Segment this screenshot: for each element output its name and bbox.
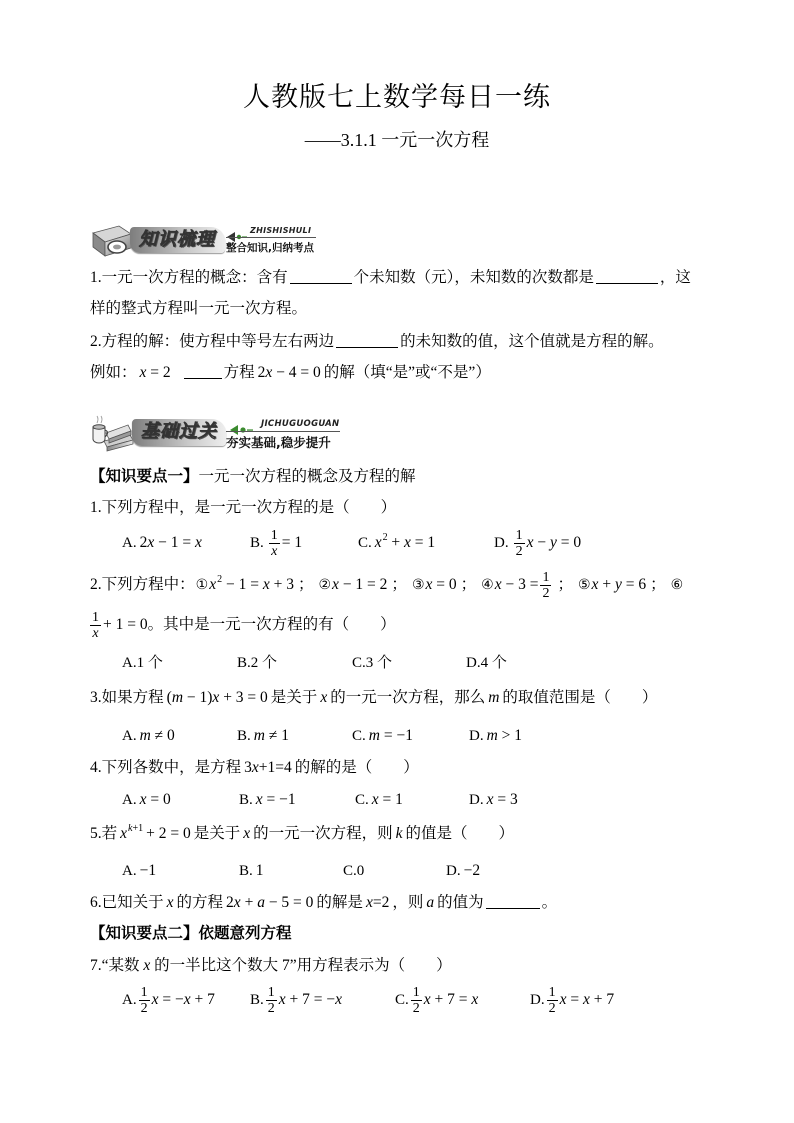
question-text: 的一半比这个数大 7”用方程表示为（ ） <box>150 957 452 974</box>
math-variable: x <box>183 991 191 1008</box>
question-5-stem <box>90 822 514 846</box>
section-header-point2 <box>90 922 292 946</box>
equation: x = 0 <box>425 576 457 593</box>
option-label: D. <box>446 863 461 879</box>
section-label: 【知识要点二】 <box>90 925 199 942</box>
math-variable: m <box>253 727 265 744</box>
fraction-denominator <box>269 543 280 559</box>
math-variable: x <box>404 534 411 551</box>
question-text: 的值为 <box>437 894 484 911</box>
option-label: B. <box>250 535 264 551</box>
math-variable: x <box>262 576 270 593</box>
q4-option-d <box>469 788 518 812</box>
math-variable: x <box>332 576 339 593</box>
question-text: 3.如果方程 <box>90 689 164 706</box>
math-variable: x <box>271 544 278 560</box>
math-variable: x <box>526 534 534 551</box>
fraction <box>540 570 551 601</box>
question-text: ，则 <box>392 894 424 911</box>
fraction <box>139 985 150 1016</box>
question-4-options <box>0 788 794 812</box>
question-6-stem <box>90 891 557 915</box>
q3-option-a <box>122 724 175 748</box>
question-text: 的取值范围是（ ） <box>502 689 658 706</box>
banner-pinyin: ZHISHISHULI <box>250 226 312 235</box>
math-variable: y <box>549 534 557 551</box>
option-label: D. <box>469 728 484 744</box>
question-7-stem <box>90 954 452 978</box>
banner-pinyin: JICHUGUOGUAN <box>261 419 340 429</box>
question-text: 的一元一次方程，那么 <box>330 689 486 706</box>
books-icon <box>90 222 134 260</box>
math-variable: x <box>243 825 251 842</box>
banner-title: 基础过关 <box>141 421 217 442</box>
equation-root: x=2 <box>365 894 390 911</box>
math-variable: x <box>320 689 328 706</box>
banner-rule <box>226 237 316 238</box>
question-text: 5.若 <box>90 825 118 842</box>
math-variable: k <box>395 825 403 842</box>
banner-tab <box>132 419 226 446</box>
equation: (m − 1)x + 3 = 0 <box>166 689 268 706</box>
cup-books-icon <box>90 413 134 453</box>
math-variable: x <box>139 364 147 381</box>
example-label: 例如： <box>90 364 137 381</box>
example-value: x = 2 <box>139 364 171 381</box>
math-variable: x <box>335 991 343 1008</box>
concept-text: 样的整式方程叫一元一次方程。 <box>90 300 308 317</box>
question-text: 的值是（ ） <box>405 825 515 842</box>
q2-option-c: C.3 个 <box>352 655 393 671</box>
question-text: 7.“某数 <box>90 957 144 974</box>
option-expression: + x = 1 <box>391 534 436 551</box>
fraction-numerator: 1 <box>542 569 550 585</box>
question-1-stem <box>90 496 396 520</box>
math-variable: x <box>212 689 220 706</box>
question-text: 的解的是（ ） <box>294 759 419 776</box>
separator: ； <box>460 576 477 593</box>
option-label: B. <box>239 863 253 879</box>
banner-tab <box>130 227 225 253</box>
banner-slogan: 整合知识,归纳考点 <box>226 242 314 254</box>
circled-number: ④ <box>481 577 494 593</box>
q2-option-d: D.4 个 <box>466 655 507 671</box>
equation: + 2 = 0 <box>146 825 191 842</box>
q5-option-d <box>446 859 480 883</box>
math-variable: m <box>139 727 151 744</box>
circled-number: ② <box>318 577 332 593</box>
fraction-numerator: 1 <box>140 985 148 1001</box>
arrow-left-icon <box>230 425 254 435</box>
fraction-denominator: 2 <box>412 1001 420 1017</box>
math-variable: x <box>139 791 147 808</box>
question-5-options <box>0 859 794 883</box>
question-1-options <box>0 528 794 560</box>
fraction-numerator: 1 <box>267 985 275 1001</box>
answer-blank <box>336 346 398 348</box>
q2-option-b: B.2 个 <box>237 655 278 671</box>
variable <box>426 894 434 911</box>
equation: 3x+1=4 <box>244 759 292 776</box>
circled-number: ⑥ <box>670 577 684 593</box>
q7-option-c <box>395 985 479 1017</box>
q1-option-b <box>250 528 303 560</box>
option-expression: x = −x + 7 <box>151 991 215 1008</box>
q5-option-c <box>343 859 364 883</box>
option-label: C. <box>358 535 372 551</box>
fraction-numerator: 1 <box>548 985 556 1001</box>
math-variable: m <box>486 727 498 744</box>
q3-option-c <box>352 724 413 748</box>
q1-option-c <box>358 531 435 555</box>
math-variable: x <box>559 991 567 1008</box>
q1-option-a <box>122 531 202 555</box>
option-label: A. <box>122 535 137 551</box>
math-variable: x <box>486 791 494 808</box>
q1-option-d <box>494 528 582 560</box>
review-concept-line-continued <box>90 297 307 321</box>
question-2-stem <box>90 569 684 601</box>
fraction <box>90 610 101 641</box>
math-variable: x <box>233 894 241 911</box>
circled-number: ③ <box>411 577 425 593</box>
math-variable: x <box>92 625 99 641</box>
fraction-numerator: 1 <box>412 985 420 1001</box>
question-text: 。其中是一元一次方程的有（ ） <box>147 616 396 633</box>
equation: + 1 = 0 <box>103 616 148 633</box>
math-variable: x <box>494 576 502 593</box>
answer-blank <box>596 282 658 284</box>
equation: x − 1 = 2 <box>332 576 388 593</box>
answer-blank <box>290 282 352 284</box>
question-text: 6.已知关于 <box>90 894 164 911</box>
q4-option-a <box>122 788 171 812</box>
question-text: 4.下列各数中，是方程 <box>90 759 242 776</box>
variable <box>396 825 403 842</box>
option-expression: x = 3 <box>486 791 518 808</box>
math-variable: x <box>365 894 373 911</box>
exponent: 2 <box>217 574 223 585</box>
option-expression: = 1 <box>281 534 303 551</box>
option-expression: m = −1 <box>368 727 413 744</box>
option-label: A. <box>122 863 137 879</box>
banner-slogan: 夯实基础,稳步提升 <box>226 435 331 450</box>
question-text: 的解是 <box>316 894 363 911</box>
q7-option-a <box>122 985 215 1017</box>
q5-option-a <box>122 859 156 883</box>
option-expression: x = x + 7 <box>559 991 615 1008</box>
option-label: A. <box>122 792 137 808</box>
math-variable: x <box>194 534 202 551</box>
fraction <box>266 985 277 1016</box>
math-variable: x <box>425 576 433 593</box>
option-label: D. <box>530 992 545 1008</box>
option-label: A. <box>122 992 137 1008</box>
review-solution-line <box>90 330 664 354</box>
review-section-banner <box>90 222 320 260</box>
page-title: 人教版七上数学每日一练 <box>243 82 551 112</box>
option-expression: 1 <box>255 862 264 879</box>
question-7-options <box>0 985 794 1017</box>
math-variable: x <box>265 364 273 381</box>
option-expression <box>375 534 382 551</box>
option-expression: m > 1 <box>486 727 523 744</box>
concept-text: ，这 <box>659 269 691 286</box>
fraction <box>514 528 525 559</box>
question-3-options <box>0 724 794 748</box>
option-label: D. <box>494 535 509 551</box>
concept-text: 个未知数（元），未知数的次数都是 <box>353 269 594 286</box>
math-variable: x <box>166 894 174 911</box>
fraction <box>411 985 422 1016</box>
q4-option-c <box>355 788 403 812</box>
fraction-denominator: 2 <box>140 1001 148 1017</box>
option-label: B. <box>237 728 251 744</box>
fraction-denominator: 2 <box>542 585 550 601</box>
section-title: 一元一次方程的概念及方程的解 <box>198 468 416 485</box>
fraction <box>269 528 280 559</box>
option-label: B. <box>239 792 253 808</box>
option-expression: x + 7 = x <box>423 991 479 1008</box>
option-expression: 2x − 1 = x <box>139 534 202 551</box>
math-variable: x <box>582 991 590 1008</box>
fraction-numerator: 1 <box>270 528 278 544</box>
example-text: 方程 <box>223 364 255 381</box>
exponent: k+1 <box>128 823 144 834</box>
exponent: 2 <box>382 532 388 543</box>
math-variable: x <box>278 991 286 1008</box>
fraction-denominator: 2 <box>548 1001 556 1017</box>
option-label: C. <box>355 792 369 808</box>
option-expression: m ≠ 0 <box>139 727 175 744</box>
solution-text: 的未知数的值，这个值就是方程的解。 <box>400 333 664 350</box>
question-text: 是关于 <box>270 689 318 706</box>
q3-option-b <box>237 724 289 748</box>
option-label: A. <box>122 728 137 744</box>
question-3-stem <box>90 686 657 710</box>
variable <box>243 825 250 842</box>
math-variable: x <box>209 576 217 593</box>
answer-blank <box>486 907 540 909</box>
math-variable: x <box>147 534 155 551</box>
math-variable: x <box>423 991 431 1008</box>
math-variable: m <box>368 727 380 744</box>
q7-option-d <box>530 985 615 1017</box>
equation: − 1 = x + 3 <box>225 576 294 593</box>
option-expression: x + 7 = −x <box>278 991 343 1008</box>
variable <box>488 689 499 706</box>
q3-option-d <box>469 724 522 748</box>
option-expression: x − y = 0 <box>526 534 582 551</box>
question-text: 的方程 <box>176 894 224 911</box>
q7-option-b <box>250 985 343 1017</box>
option-expression: x = −1 <box>255 791 296 808</box>
fraction-denominator: 2 <box>515 544 523 560</box>
math-variable: a <box>257 894 265 911</box>
banner-title: 知识梳理 <box>139 229 215 250</box>
equation: x + y = 6 <box>591 576 647 593</box>
basics-section-banner <box>90 413 342 453</box>
option-expression: −2 <box>463 862 481 879</box>
math-variable: x <box>591 576 599 593</box>
q5-option-b <box>239 859 264 883</box>
math-variable: x <box>120 825 128 842</box>
question-text: 。 <box>541 894 558 911</box>
question-text: 2.下列方程中： <box>90 576 195 593</box>
math-variable: k <box>128 823 133 834</box>
example-tail: 的解（填“是”或“不是”） <box>323 364 491 381</box>
separator: ； <box>391 576 407 593</box>
concept-text: 1.一元一次方程的概念：含有 <box>90 269 288 286</box>
review-example-line <box>90 361 491 385</box>
section-header-point1 <box>90 465 416 489</box>
option-expression: x = 0 <box>139 791 171 808</box>
separator: ； <box>297 576 314 593</box>
section-label: 【知识要点一】 <box>90 468 199 485</box>
math-variable: x <box>151 991 159 1008</box>
equation <box>209 576 216 593</box>
option-expression: −1 <box>139 862 157 879</box>
equation: x − 3 = <box>494 576 539 593</box>
separator: ； <box>557 576 573 593</box>
question-text: 1.下列方程中，是一元一次方程的是（ ） <box>90 499 397 516</box>
banner-rule <box>226 431 340 432</box>
option-label: C. <box>352 728 366 744</box>
math-variable: x <box>371 791 379 808</box>
circled-number: ⑤ <box>577 577 591 593</box>
option-expression: 0 <box>356 863 365 879</box>
variable <box>320 689 327 706</box>
fraction-denominator: 2 <box>267 1001 275 1017</box>
math-variable: x <box>374 534 382 551</box>
example-equation: 2x − 4 = 0 <box>257 364 321 381</box>
math-variable: x <box>251 759 259 776</box>
math-variable: m <box>488 689 500 706</box>
equation: 2x + a − 5 = 0 <box>226 894 314 911</box>
question-2-options <box>0 651 794 675</box>
option-label: B. <box>250 992 264 1008</box>
option-label: C. <box>395 992 409 1008</box>
question-text: 的一元一次方程，则 <box>253 825 393 842</box>
fraction <box>547 985 558 1016</box>
variable <box>167 894 174 911</box>
q4-option-b <box>239 788 296 812</box>
question-text: 是关于 <box>193 825 241 842</box>
solution-text: 2.方程的解：使方程中等号左右两边 <box>90 333 335 350</box>
separator: ； <box>650 576 666 593</box>
question-4-stem <box>90 756 419 780</box>
math-variable: x <box>143 957 151 974</box>
answer-blank <box>184 377 222 379</box>
math-variable: m <box>171 689 184 706</box>
fraction-numerator: 1 <box>515 528 523 544</box>
math-variable: a <box>426 894 435 911</box>
page-subtitle: ——3.1.1 一元一次方程 <box>304 130 490 150</box>
option-label: D. <box>469 792 484 808</box>
option-expression: m ≠ 1 <box>253 727 289 744</box>
review-concept-line <box>90 266 691 290</box>
q2-option-a: A.1 个 <box>122 655 163 671</box>
math-variable: x <box>255 791 263 808</box>
option-label: C. <box>343 863 357 879</box>
fraction-denominator <box>90 625 101 641</box>
equation <box>120 825 127 842</box>
circled-number: ① <box>195 577 209 593</box>
math-variable: y <box>614 576 622 593</box>
section-title: 依题意列方程 <box>198 925 292 942</box>
question-2-stem-continued <box>90 609 396 641</box>
math-variable: x <box>471 991 479 1008</box>
option-expression: x = 1 <box>371 791 403 808</box>
fraction-numerator: 1 <box>92 609 99 625</box>
